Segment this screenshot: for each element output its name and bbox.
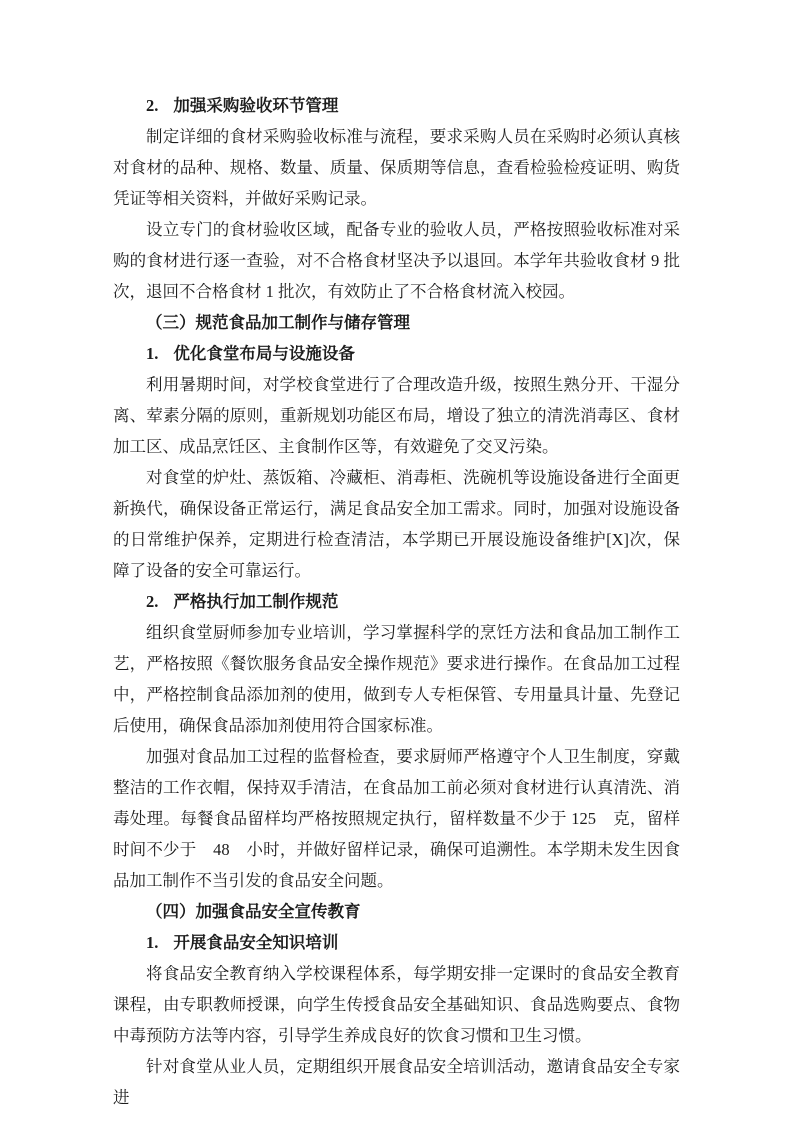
heading-number: 1. [146, 344, 159, 363]
heading-text: 严格执行加工制作规范 [173, 592, 339, 611]
paragraph: 设立专门的食材验收区域，配备专业的验收人员，严格按照验收标准对采购的食材进行逐一查验，对不合格食材坚决予以退回。本学年共验收食材 9 批次，退回不合格食材 1 批次，有效防止了不合格食材流入校园。 [113, 220, 680, 301]
heading-text: 优化食堂布局与设施设备 [173, 344, 355, 363]
heading-number: 2. [146, 592, 159, 611]
numbered-heading [113, 90, 680, 121]
numbered-heading [113, 586, 680, 617]
paragraph: 加强对食品加工过程的监督检查，要求厨师严格遵守个人卫生制度，穿戴整洁的工作衣帽，保持双手清洁，在食品加工前必须对食材进行认真清洗、消毒处理。每餐食品留样均严格按照规定执行，留样数量不少于 125 克，留样时间不少于 48 小时，并做好留样记录，确保可追溯性。本学期未发生因食品加工制作不当引发的食品安全问题。 [113, 747, 680, 890]
paragraph: 利用暑期时间，对学校食堂进行了合理改造升级，按照生熟分开、干湿分离、荤素分隔的原则，重新规划功能区布局，增设了独立的清洗消毒区、食材加工区、成品烹饪区、主食制作区等，有效避免了交叉污染。 [113, 375, 680, 456]
paragraph: 制定详细的食材采购验收标准与流程，要求采购人员在采购时必须认真核对食材的品种、规格、数量、质量、保质期等信息，查看检验检疫证明、购货凭证等相关资料，并做好采购记录。 [113, 127, 680, 208]
heading-text: 加强采购验收环节管理 [173, 96, 339, 115]
paragraph: 组织食堂厨师参加专业培训，学习掌握科学的烹饪方法和食品加工制作工艺，严格按照《餐饮服务食品安全操作规范》要求进行操作。在食品加工过程中，严格控制食品添加剂的使用，做到专人专柜保管、专用量具计量、先登记后使用，确保食品添加剂使用符合国家标准。 [113, 623, 680, 735]
numbered-heading [113, 927, 680, 958]
paragraph: 针对食堂从业人员，定期组织开展食品安全培训活动，邀请食品安全专家进 [113, 1057, 680, 1107]
paragraph: 对食堂的炉灶、蒸饭箱、冷藏柜、消毒柜、洗碗机等设施设备进行全面更新换代，确保设备正常运行，满足食品安全加工需求。同时，加强对设施设备的日常维护保养，定期进行检查清洁，本学期已开展设施设备维护[X]次，保障了设备的安全可靠运行。 [113, 468, 680, 580]
section-heading: （四）加强食品安全宣传教育 [146, 902, 361, 921]
heading-number: 1. [146, 933, 159, 952]
heading-text: 开展食品安全知识培训 [173, 933, 339, 952]
heading-number: 2. [146, 96, 159, 115]
section-heading: （三）规范食品加工制作与储存管理 [146, 313, 410, 332]
paragraph: 将食品安全教育纳入学校课程体系，每学期安排一定课时的食品安全教育课程，由专职教师授课，向学生传授食品安全基础知识、食品选购要点、食物中毒预防方法等内容，引导学生养成良好的饮食习惯和卫生习惯。 [113, 964, 680, 1045]
numbered-heading [113, 338, 680, 369]
